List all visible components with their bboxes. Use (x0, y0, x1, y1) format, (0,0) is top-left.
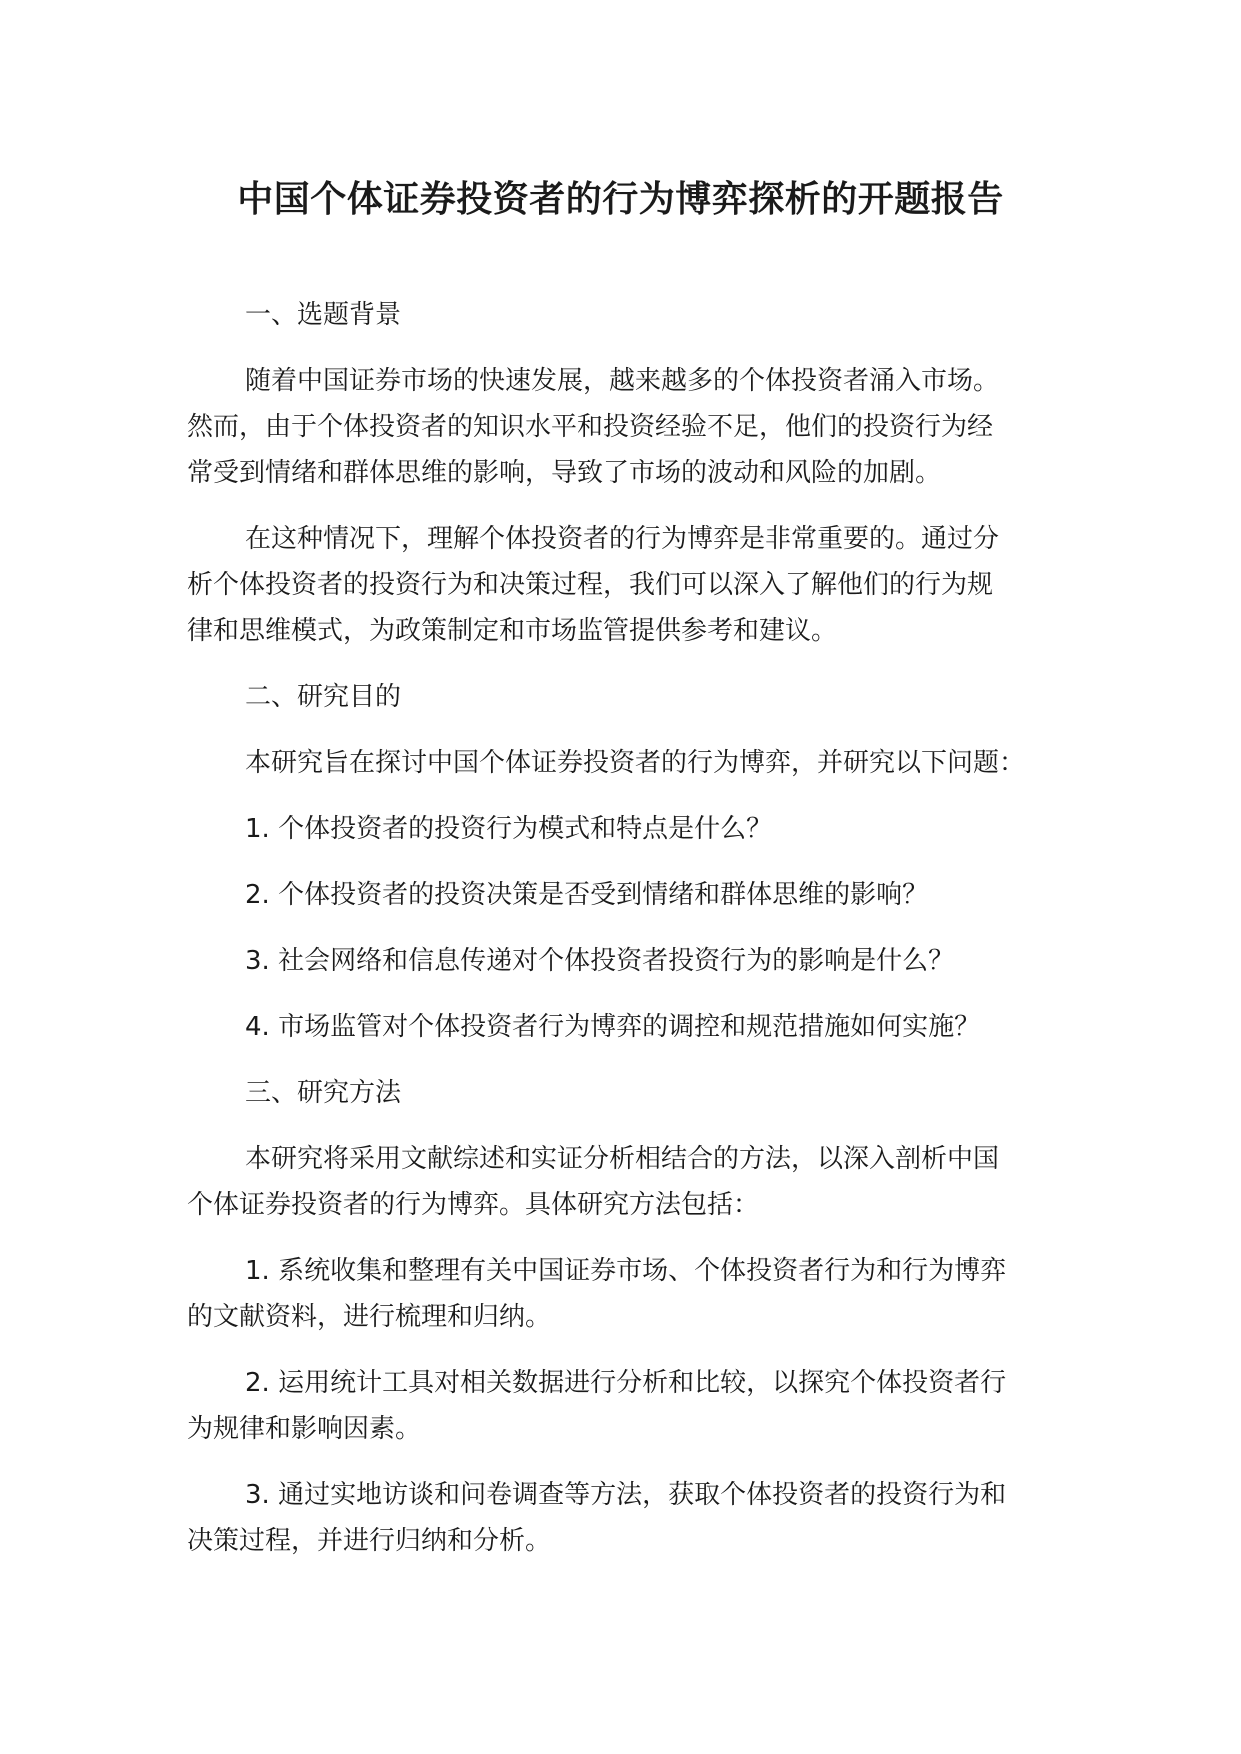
paragraph-line: 本研究旨在探讨中国个体证券投资者的行为博弈，并研究以下问题： (245, 748, 1026, 778)
background-paragraph-1 (187, 358, 1087, 496)
paragraph-line: 个体证券投资者的行为博弈。具体研究方法包括： (187, 1190, 760, 1220)
purpose-item-2 (187, 872, 1087, 918)
section-heading-method: 三、研究方法 (245, 1078, 402, 1108)
paragraph-line: 随着中国证券市场的快速发展，越来越多的个体投资者涌入市场。 (245, 366, 1000, 396)
paragraph-line: 然而，由于个体投资者的知识水平和投资经验不足，他们的投资行为经 (187, 412, 994, 442)
section-heading-background: 一、选题背景 (245, 300, 402, 330)
document-title: 中国个体证券投资者的行为博弈探析的开题报告 (237, 179, 1004, 220)
list-item-line: 决策过程，并进行归纳和分析。 (187, 1526, 552, 1556)
list-item-line: 2. 运用统计工具对相关数据进行分析和比较，以探究个体投资者行 (245, 1368, 1007, 1398)
list-item: 3. 社会网络和信息传递对个体投资者投资行为的影响是什么？ (245, 946, 955, 976)
method-item-2 (187, 1360, 1087, 1452)
document-body (187, 292, 1087, 1584)
list-item-line: 的文献资料，进行梳理和归纳。 (187, 1302, 552, 1332)
purpose-item-1 (187, 806, 1087, 852)
paragraph-line: 析个体投资者的投资行为和决策过程，我们可以深入了解他们的行为规 (187, 570, 994, 600)
list-item: 2. 个体投资者的投资决策是否受到情绪和群体思维的影响？ (245, 880, 929, 910)
purpose-intro (187, 740, 1087, 786)
method-item-3 (187, 1472, 1087, 1564)
paragraph-line: 常受到情绪和群体思维的影响，导致了市场的波动和风险的加剧。 (187, 458, 942, 488)
section-heading-purpose: 二、研究目的 (245, 682, 402, 712)
background-paragraph-2 (187, 516, 1087, 654)
method-item-1 (187, 1248, 1087, 1340)
paragraph-line: 本研究将采用文献综述和实证分析相结合的方法，以深入剖析中国 (245, 1144, 1000, 1174)
list-item: 4. 市场监管对个体投资者行为博弈的调控和规范措施如何实施？ (245, 1012, 981, 1042)
method-intro (187, 1136, 1087, 1228)
purpose-item-3 (187, 938, 1087, 984)
paragraph-line: 在这种情况下，理解个体投资者的行为博弈是非常重要的。通过分 (245, 524, 1000, 554)
purpose-item-4 (187, 1004, 1087, 1050)
list-item-line: 3. 通过实地访谈和问卷调查等方法，获取个体投资者的投资行为和 (245, 1480, 1007, 1510)
list-item: 1. 个体投资者的投资行为模式和特点是什么？ (245, 814, 773, 844)
list-item-line: 1. 系统收集和整理有关中国证券市场、个体投资者行为和行为博弈 (245, 1256, 1007, 1286)
list-item-line: 为规律和影响因素。 (187, 1414, 422, 1444)
paragraph-line: 律和思维模式，为政策制定和市场监管提供参考和建议。 (187, 616, 838, 646)
